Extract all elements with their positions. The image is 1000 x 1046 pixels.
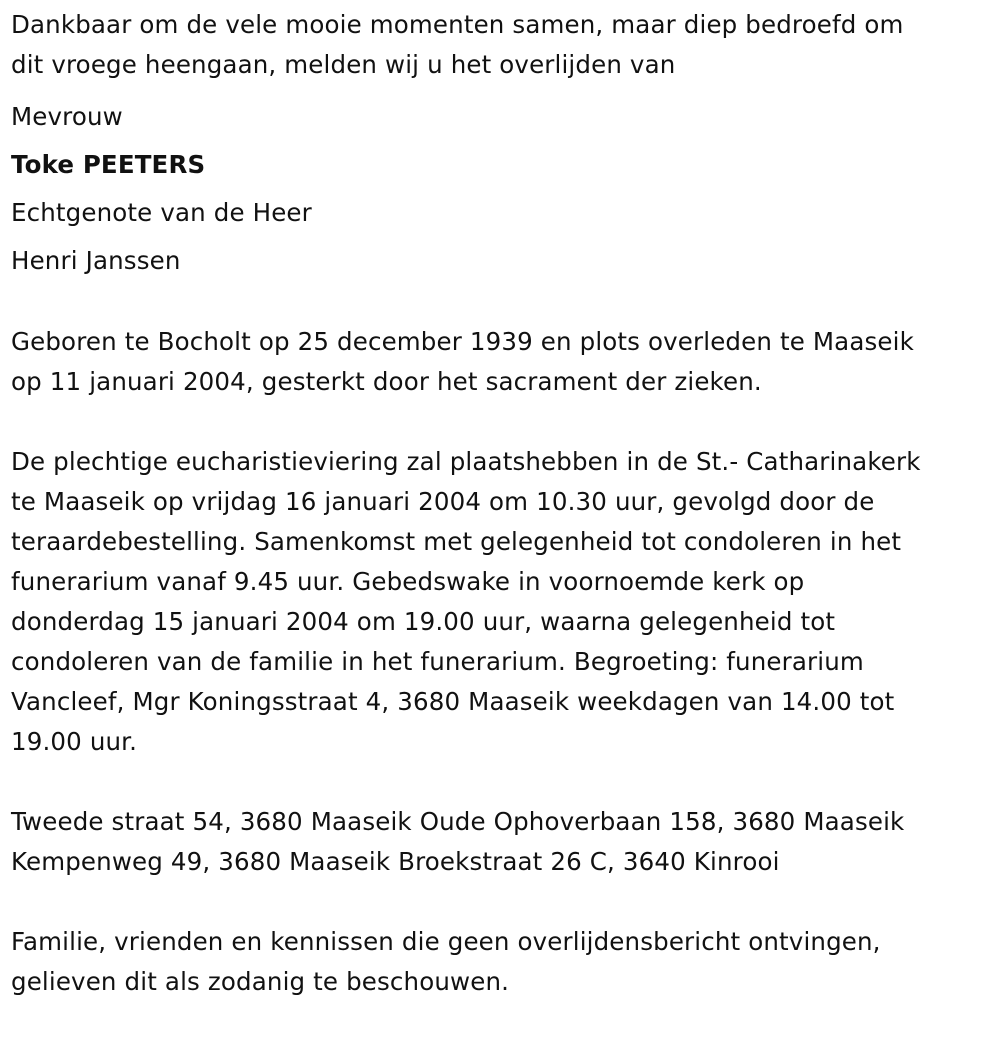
closing-paragraph — [11, 922, 991, 1002]
deceased-block — [11, 93, 991, 285]
intro-line: Dankbaar om de vele mooie momenten samen, maar diep bedroefd om — [11, 10, 904, 39]
ceremony-line: funerarium vanaf 9.45 uur. Gebedswake in voornoemde kerk op — [11, 567, 805, 596]
addresses-paragraph — [11, 802, 991, 882]
ceremony-line: De plechtige eucharistieviering zal plaatshebben in de St.- Catharinakerk — [11, 447, 921, 476]
spacer — [11, 882, 991, 922]
spacer — [11, 285, 991, 322]
death-notice-document — [11, 0, 991, 1002]
ceremony-line: Vancleef, Mgr Koningsstraat 4, 3680 Maaseik weekdagen van 14.00 tot — [11, 687, 895, 716]
closing-line: gelieven dit als zodanig te beschouwen. — [11, 967, 510, 996]
intro-paragraph — [11, 0, 991, 85]
ceremony-paragraph — [11, 442, 991, 762]
spacer — [11, 402, 991, 442]
salutation: Mevrouw — [11, 102, 123, 131]
deceased-name: Toke PEETERS — [11, 150, 206, 179]
spouse-name: Henri Janssen — [11, 246, 181, 275]
birth-death-line: Geboren te Bocholt op 25 december 1939 en plots overleden te Maaseik — [11, 327, 914, 356]
ceremony-line: condoleren van de familie in het funerarium. Begroeting: funerarium — [11, 647, 864, 676]
ceremony-line: 19.00 uur. — [11, 727, 138, 756]
address-line: Tweede straat 54, 3680 Maaseik Oude Ophoverbaan 158, 3680 Maaseik — [11, 807, 905, 836]
birth-death-line: op 11 januari 2004, gesterkt door het sacrament der zieken. — [11, 367, 762, 396]
ceremony-line: te Maaseik op vrijdag 16 januari 2004 om 10.30 uur, gevolgd door de — [11, 487, 875, 516]
spacer — [11, 762, 991, 802]
address-line: Kempenweg 49, 3680 Maaseik Broekstraat 26 C, 3640 Kinrooi — [11, 847, 780, 876]
closing-line: Familie, vrienden en kennissen die geen overlijdensbericht ontvingen, — [11, 927, 881, 956]
birth-death-paragraph — [11, 322, 991, 402]
intro-line: dit vroege heengaan, melden wij u het overlijden van — [11, 50, 676, 79]
ceremony-line: teraardebestelling. Samenkomst met gelegenheid tot condoleren in het — [11, 527, 902, 556]
spouse-line: Echtgenote van de Heer — [11, 198, 312, 227]
ceremony-line: donderdag 15 januari 2004 om 19.00 uur, waarna gelegenheid tot — [11, 607, 836, 636]
